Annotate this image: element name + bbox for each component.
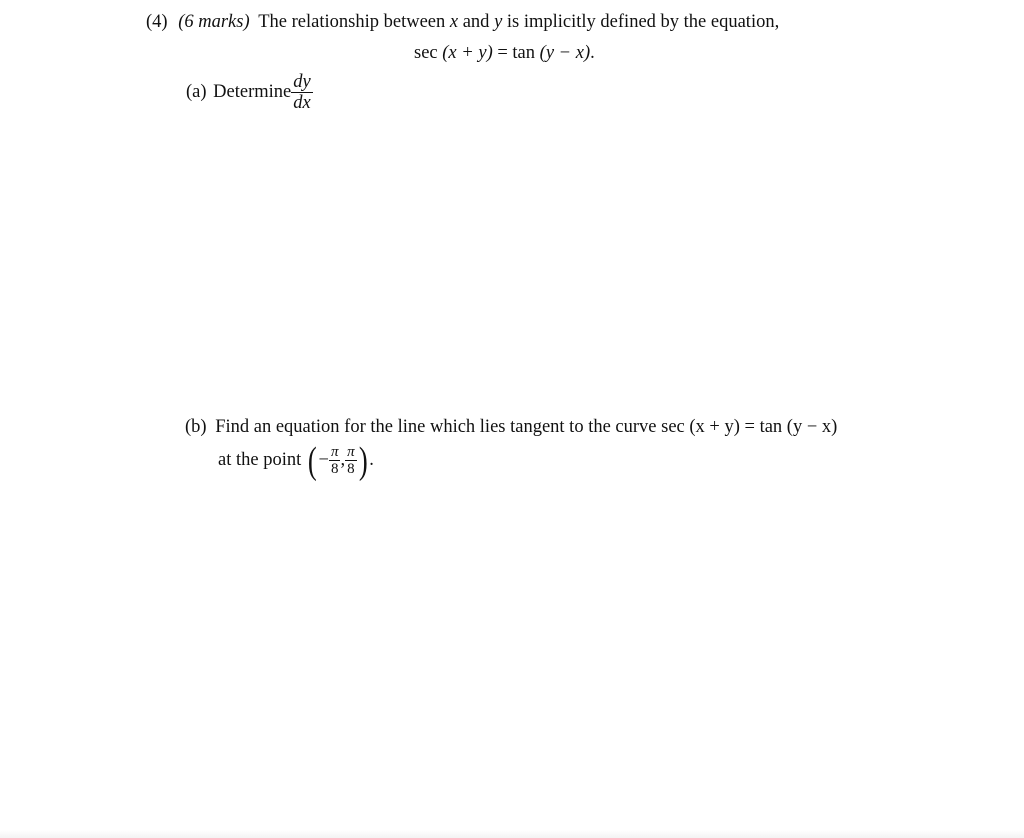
point-comma: , <box>340 450 346 470</box>
part-b-line2 <box>218 440 374 480</box>
part-b-end: . <box>369 450 374 470</box>
main-equation <box>414 42 595 64</box>
point-x-num: π <box>330 444 339 461</box>
question-marks: (6 marks) <box>178 12 250 32</box>
var-x: x <box>449 12 459 32</box>
dy-dx-fraction <box>291 73 312 112</box>
question-intro: The relationship between <box>258 12 446 32</box>
point-y-num: π <box>347 444 355 461</box>
part-a-label: (a) <box>186 82 207 102</box>
eq-rhs-arg: (y − x) <box>539 43 591 63</box>
part-b-curve-eq: sec (x + y) = tan (y − x) <box>661 417 838 437</box>
frac-denominator: dx <box>293 93 311 114</box>
frac-numerator: dy <box>293 72 311 93</box>
part-a-text: Determine <box>213 82 292 102</box>
question-header <box>146 11 779 33</box>
question-number: (4) <box>146 12 168 32</box>
point-x-sign: − <box>318 450 329 470</box>
point-y-fraction <box>345 445 357 476</box>
point-x-fraction <box>329 445 341 476</box>
word-and: and <box>462 12 490 32</box>
eq-lhs-arg: (x + y) <box>442 43 493 63</box>
eq-lhs-fn: sec <box>414 43 438 63</box>
part-b-label: (b) <box>185 417 207 437</box>
part-b-text: Find an equation for the line which lies tangent to the curve <box>215 417 657 437</box>
point-y-den: 8 <box>347 461 355 478</box>
page-bottom-shade <box>0 830 1024 838</box>
eq-equals: = <box>497 43 508 63</box>
var-y: y <box>494 12 503 32</box>
part-a <box>186 70 313 114</box>
eq-end: . <box>590 43 595 63</box>
point-x-den: 8 <box>330 461 339 478</box>
left-paren: ( <box>307 439 317 482</box>
question-intro-end: is implicitly defined by the equation, <box>506 12 780 32</box>
right-paren: ) <box>358 439 368 482</box>
eq-rhs-fn: tan <box>512 43 536 63</box>
part-b-line1 <box>185 416 837 438</box>
part-b-line2-text: at the point <box>218 450 302 470</box>
